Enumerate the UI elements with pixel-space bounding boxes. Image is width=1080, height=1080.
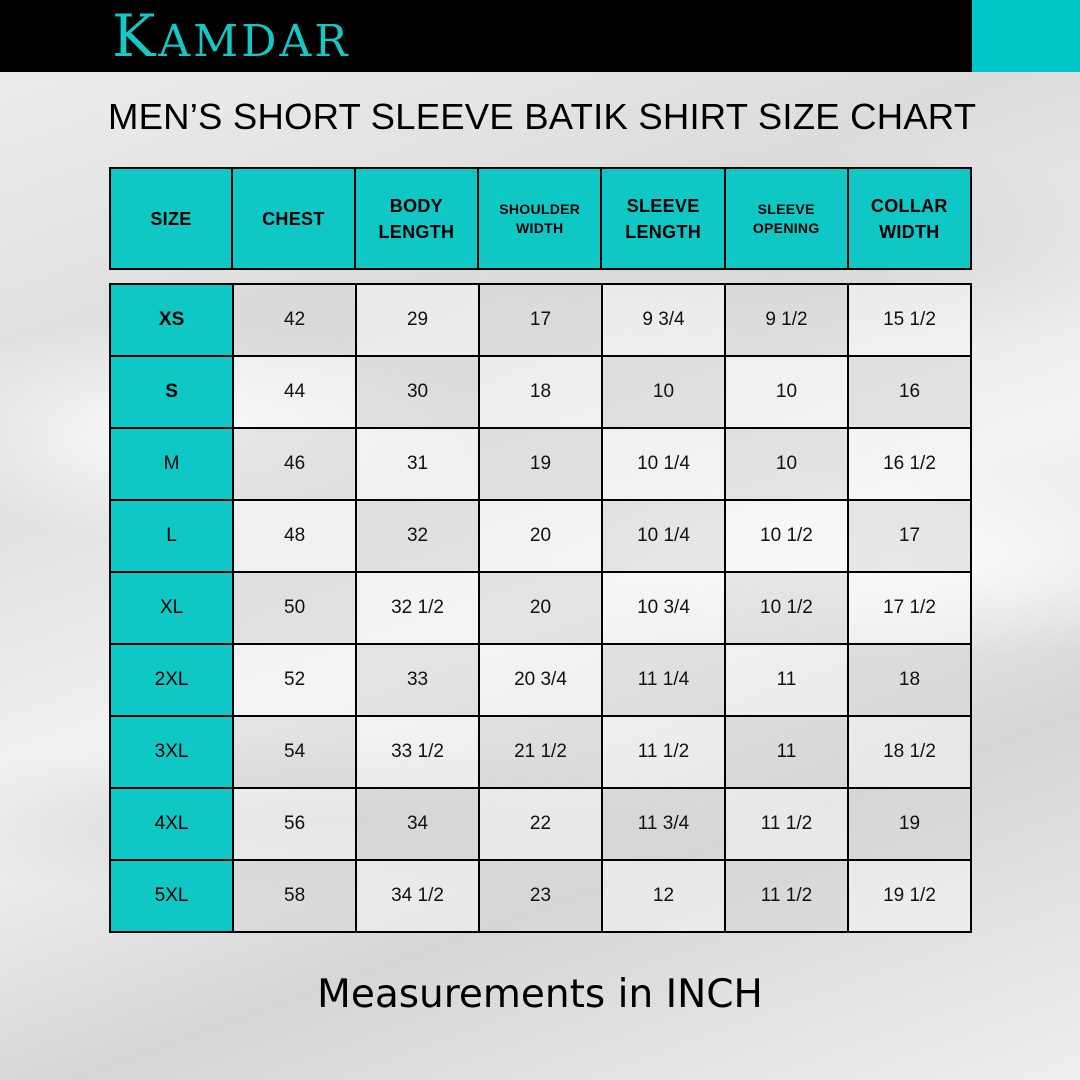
size-chart-table bbox=[109, 283, 972, 933]
cell-size: XL bbox=[110, 572, 233, 644]
table-row bbox=[110, 860, 971, 932]
cell-collar-width: 19 bbox=[848, 788, 971, 860]
cell-collar-width: 18 1/2 bbox=[848, 716, 971, 788]
table-row bbox=[110, 572, 971, 644]
cell-chest: 42 bbox=[233, 284, 356, 356]
cell-size: 5XL bbox=[110, 860, 233, 932]
cell-body-length: 33 1/2 bbox=[356, 716, 479, 788]
cell-shoulder-width: 18 bbox=[479, 356, 602, 428]
measurement-unit-note: Measurements in INCH bbox=[317, 972, 763, 1017]
cell-shoulder-width: 20 3/4 bbox=[479, 644, 602, 716]
cell-collar-width: 19 1/2 bbox=[848, 860, 971, 932]
cell-chest: 56 bbox=[233, 788, 356, 860]
cell-size: S bbox=[110, 356, 233, 428]
brand-logo: KAMDAR bbox=[112, 2, 351, 70]
cell-shoulder-width: 20 bbox=[479, 500, 602, 572]
cell-collar-width: 16 bbox=[848, 356, 971, 428]
cell-shoulder-width: 17 bbox=[479, 284, 602, 356]
cell-chest: 46 bbox=[233, 428, 356, 500]
header-sleeve-opening: SLEEVE OPENING bbox=[725, 168, 848, 269]
header-collar-width: COLLAR WIDTH bbox=[848, 168, 971, 269]
cell-sleeve-opening: 11 1/2 bbox=[725, 860, 848, 932]
cell-chest: 44 bbox=[233, 356, 356, 428]
cell-chest: 48 bbox=[233, 500, 356, 572]
cell-sleeve-opening: 11 bbox=[725, 716, 848, 788]
cell-chest: 52 bbox=[233, 644, 356, 716]
cell-chest: 58 bbox=[233, 860, 356, 932]
cell-collar-width: 17 1/2 bbox=[848, 572, 971, 644]
cell-sleeve-opening: 10 1/2 bbox=[725, 572, 848, 644]
cell-collar-width: 17 bbox=[848, 500, 971, 572]
table-row bbox=[110, 356, 971, 428]
cell-sleeve-length: 11 1/4 bbox=[602, 644, 725, 716]
cell-sleeve-length: 12 bbox=[602, 860, 725, 932]
cell-shoulder-width: 21 1/2 bbox=[479, 716, 602, 788]
cell-body-length: 30 bbox=[356, 356, 479, 428]
header-sleeve-length: SLEEVE LENGTH bbox=[601, 168, 724, 269]
cell-sleeve-length: 11 3/4 bbox=[602, 788, 725, 860]
header-size: SIZE bbox=[110, 168, 232, 269]
cell-sleeve-opening: 10 bbox=[725, 428, 848, 500]
header-row bbox=[110, 168, 971, 269]
cell-body-length: 31 bbox=[356, 428, 479, 500]
cell-body-length: 32 1/2 bbox=[356, 572, 479, 644]
cell-sleeve-opening: 10 1/2 bbox=[725, 500, 848, 572]
cell-body-length: 33 bbox=[356, 644, 479, 716]
cell-chest: 54 bbox=[233, 716, 356, 788]
cell-chest: 50 bbox=[233, 572, 356, 644]
header-accent-block bbox=[972, 0, 1080, 72]
cell-shoulder-width: 20 bbox=[479, 572, 602, 644]
cell-sleeve-opening: 11 1/2 bbox=[725, 788, 848, 860]
cell-shoulder-width: 22 bbox=[479, 788, 602, 860]
cell-collar-width: 15 1/2 bbox=[848, 284, 971, 356]
cell-shoulder-width: 23 bbox=[479, 860, 602, 932]
header-chest: CHEST bbox=[232, 168, 355, 269]
cell-body-length: 29 bbox=[356, 284, 479, 356]
table-row bbox=[110, 284, 971, 356]
cell-sleeve-length: 10 1/4 bbox=[602, 428, 725, 500]
cell-sleeve-length: 10 3/4 bbox=[602, 572, 725, 644]
cell-size: XS bbox=[110, 284, 233, 356]
cell-size: 4XL bbox=[110, 788, 233, 860]
table-row bbox=[110, 644, 971, 716]
cell-shoulder-width: 19 bbox=[479, 428, 602, 500]
table-row bbox=[110, 716, 971, 788]
table-row bbox=[110, 500, 971, 572]
cell-sleeve-length: 9 3/4 bbox=[602, 284, 725, 356]
table-row bbox=[110, 788, 971, 860]
header-bar bbox=[0, 0, 972, 72]
cell-body-length: 34 bbox=[356, 788, 479, 860]
cell-sleeve-length: 10 1/4 bbox=[602, 500, 725, 572]
cell-collar-width: 18 bbox=[848, 644, 971, 716]
cell-size: 3XL bbox=[110, 716, 233, 788]
cell-size: M bbox=[110, 428, 233, 500]
cell-collar-width: 16 1/2 bbox=[848, 428, 971, 500]
header-body-length: BODY LENGTH bbox=[355, 168, 478, 269]
size-chart-header bbox=[109, 167, 972, 270]
cell-sleeve-length: 11 1/2 bbox=[602, 716, 725, 788]
cell-size: L bbox=[110, 500, 233, 572]
cell-sleeve-opening: 10 bbox=[725, 356, 848, 428]
header-shoulder-width: SHOULDER WIDTH bbox=[478, 168, 601, 269]
page-title: MEN’S SHORT SLEEVE BATIK SHIRT SIZE CHART bbox=[108, 96, 977, 137]
cell-sleeve-length: 10 bbox=[602, 356, 725, 428]
table-row bbox=[110, 428, 971, 500]
cell-body-length: 32 bbox=[356, 500, 479, 572]
cell-sleeve-opening: 11 bbox=[725, 644, 848, 716]
cell-body-length: 34 1/2 bbox=[356, 860, 479, 932]
cell-sleeve-opening: 9 1/2 bbox=[725, 284, 848, 356]
cell-size: 2XL bbox=[110, 644, 233, 716]
